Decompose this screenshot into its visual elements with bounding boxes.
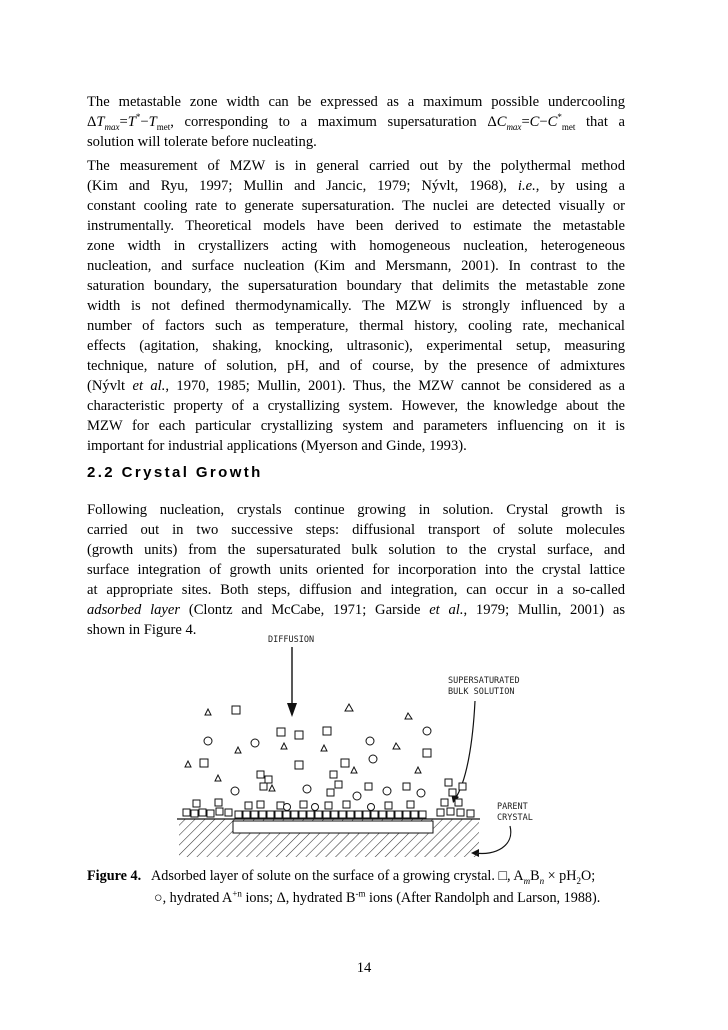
text-line: MZW for each particular crystallizing system and parameters influencing on it is bbox=[87, 418, 625, 434]
text-line: surface integration of growth units oriented for incorporation into the crystal lattice bbox=[87, 562, 625, 578]
paragraph-crystal-growth bbox=[87, 500, 625, 640]
text-line: Following nucleation, crystals continue growing in solution. Crystal growth is bbox=[87, 502, 625, 518]
text-line: effects (agitation, shaking, knocking, ultrasonic), experimental setup, measuring bbox=[87, 338, 625, 354]
text-line: The measurement of MZW is in general carried out by the polythermal method bbox=[87, 158, 625, 174]
text-line: solution will tolerate before nucleating. bbox=[87, 134, 317, 150]
hydrated-a-ions bbox=[204, 727, 431, 811]
caption-label: Figure 4. bbox=[87, 868, 142, 884]
parent-crystal bbox=[177, 819, 480, 857]
text-line: characteristic property of a crystallizing system. However, the knowledge about the bbox=[87, 398, 625, 414]
text-line: number of factors such as temperature, thermal history, cooling rate, mechanical bbox=[87, 318, 625, 334]
figure-caption: Figure 4. Adsorbed layer of solute on the surface of a growing crystal. □, $A_mB_n \times pH_2O$; ○, hydrated $A^{+n}$ ions; Δ, hydrated $B^{-m}$ ions (After Randolph and Larson, 1988). bbox=[87, 868, 601, 906]
text-line: (Kim and Ryu, 1997; Mullin and Jancic, 1979; Nývlt, 1968), i.e., by using a bbox=[87, 178, 625, 194]
adsorbed-layer-diagram bbox=[175, 631, 542, 861]
text-line: adsorbed layer (Clontz and McCabe, 1971; Garside et al., 1979; Mullin, 2001) as bbox=[87, 602, 625, 618]
page-number: 14 bbox=[356, 960, 372, 976]
supersaturated-label: SUPERSATURATED bbox=[448, 676, 520, 686]
figure-adsorbed-layer bbox=[175, 631, 542, 861]
parent-crystal-arrow bbox=[475, 826, 511, 854]
text-line: The metastable zone width can be expressed as a maximum possible undercooling bbox=[87, 94, 625, 110]
text-line: saturation boundary, the supersaturation boundary that delimits the metastable zone bbox=[87, 278, 625, 294]
text-line: constant cooling rate to generate supersaturation. The nuclei are detected visually or bbox=[87, 198, 625, 214]
text-line: zone width in crystallizers acting with homogeneous nucleation, heterogeneous bbox=[87, 238, 625, 254]
text-line: nucleation, and surface nucleation (Kim and Mersmann, 2001). In contrast to the bbox=[87, 258, 625, 274]
hydrated-b-ions bbox=[185, 704, 421, 791]
text-line: important for industrial applications (Myerson and Ginde, 1993). bbox=[87, 438, 467, 454]
paragraph-mzw-measurement bbox=[87, 156, 625, 456]
text-line: at appropriate sites. Both steps, diffusion and integration, can occur in a so-called bbox=[87, 582, 625, 598]
text-line: instrumentally. Theoretical models have been derived to estimate the metastable bbox=[87, 218, 625, 234]
diffusion-arrow bbox=[287, 647, 297, 717]
parent-label: PARENT bbox=[497, 802, 528, 812]
diffusion-label: DIFFUSION bbox=[268, 635, 315, 645]
section-heading: 2.2 Crystal Growth bbox=[87, 464, 263, 481]
paragraph-metastable-zone bbox=[87, 92, 625, 152]
text-line: width is not defined thermodynamically. The MZW is strongly influenced by a bbox=[87, 298, 625, 314]
text-line: carried out in two successive steps: diffusional transport of solute molecules bbox=[87, 522, 625, 538]
text-line: technique, nature of solution, pH, and of course, by the presence of admixtures bbox=[87, 358, 625, 374]
adsorbed-layer bbox=[183, 706, 474, 818]
equation-line: $\Delta T_{max}=T^*-T_{met}$, corresponding to a maximum supersaturation $\Delta C_{max}=C-C^*_{met}$ that a bbox=[87, 112, 625, 132]
crystal-label: CRYSTAL bbox=[497, 813, 533, 823]
bulk-solution-label: BULK SOLUTION bbox=[448, 687, 515, 697]
text-line: shown in Figure 4. bbox=[87, 622, 197, 638]
text-line: (growth units) from the supersaturated bulk solution to the crystal surface, and bbox=[87, 542, 625, 558]
text-line: (Nývlt et al., 1970, 1985; Mullin, 2001). Thus, the MZW cannot be considered as a bbox=[87, 378, 625, 394]
